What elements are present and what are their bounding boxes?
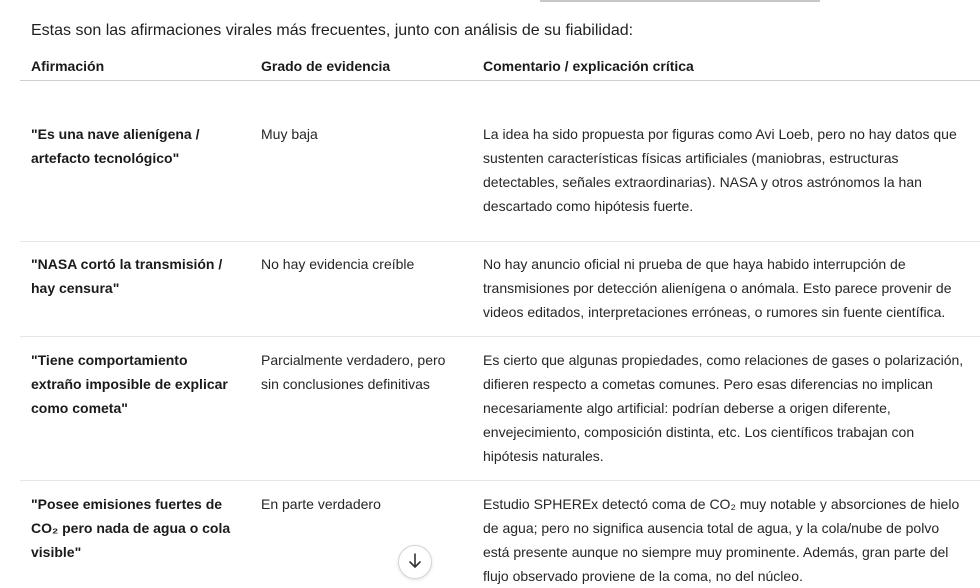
claim-cell: "Es una nave alienígena / artefacto tecnológico" [20, 81, 250, 242]
table-row [20, 242, 980, 337]
comment-cell: La idea ha sido propuesta por figuras como Avi Loeb, pero no hay datos que sustenten características físicas artificiales (maniobras, estructuras detectables, señales extraordinarias). NASA y otros astrónomos la han descartado como hipótesis fuerte. [472, 81, 980, 242]
table-header-row [20, 52, 980, 81]
evidence-cell: En parte verdadero [250, 481, 472, 588]
claims-table [20, 52, 980, 588]
comment-cell: Es cierto que algunas propiedades, como relaciones de gases o polarización, difieren respecto a cometas comunes. Pero esas diferencias no implican necesariamente algo artificial: podrían deberse a origen diferente, envejecimiento, composición distinta, etc. Los científicos trabajan con hipótesis naturales. [472, 337, 980, 481]
header-evidence: Grado de evidencia [250, 52, 472, 81]
divider [540, 0, 820, 2]
evidence-cell: Muy baja [250, 81, 472, 242]
claim-cell: "Posee emisiones fuertes de CO₂ pero nada de agua o cola visible" [20, 481, 250, 588]
table-row [20, 337, 980, 481]
evidence-cell: No hay evidencia creíble [250, 242, 472, 337]
claim-cell: "NASA cortó la transmisión / hay censura" [20, 242, 250, 337]
header-claim: Afirmación [20, 52, 250, 81]
comment-cell: Estudio SPHEREx detectó coma de CO₂ muy notable y absorciones de hielo de agua; pero no significa ausencia total de agua, y la cola/nube de polvo está presente aunque no siempre muy prominente. Además, gran parte del flujo observado proviene de la coma, no del núcleo. [472, 481, 980, 588]
header-comment: Comentario / explicación crítica [472, 52, 980, 81]
comment-cell: No hay anuncio oficial ni prueba de que haya habido interrupción de transmisiones por detección alienígena o anómala. Esto parece provenir de videos editados, interpretaciones erróneas, o rumores sin fuente científica. [472, 242, 980, 337]
table-row [20, 481, 980, 588]
evidence-cell: Parcialmente verdadero, pero sin conclusiones definitivas [250, 337, 472, 481]
scroll-down-button[interactable] [398, 545, 432, 579]
intro-text: Estas son las afirmaciones virales más frecuentes, junto con análisis de su fiabilidad: [31, 22, 633, 40]
claim-cell: "Tiene comportamiento extraño imposible de explicar como cometa" [20, 337, 250, 481]
table-row [20, 81, 980, 242]
arrow-down-icon [408, 553, 422, 569]
